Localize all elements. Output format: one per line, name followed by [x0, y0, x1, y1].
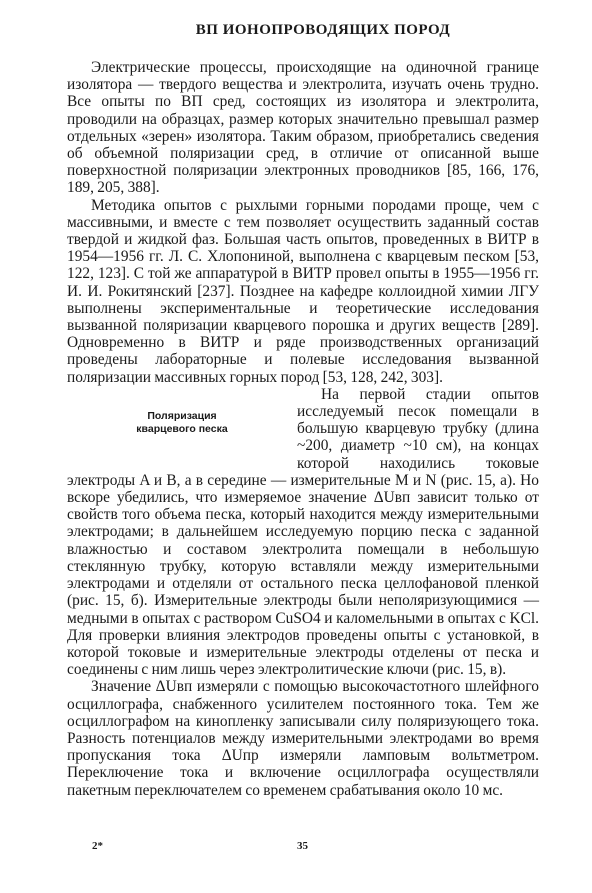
page-body [67, 22, 539, 799]
paragraph-4: Значение ΔUвп измеряли с помощью высокочастотного шлейфного осциллографа, снабженного усилителем постоянного тока. Тем же осциллографом на кинопленку записывали силу поляризующего тока. Разность потенциалов между измерительными электродами во время пропускания тока ΔUпр измеряли ламповым вольтметром. Переключение тока и включение осциллографа осуществляли пакетным переключателем со временем срабатывания около 10 мс. [67, 678, 539, 799]
page-footer [92, 840, 492, 856]
page-title: ВП ИОНОПРОВОДЯЩИХ ПОРОД [195, 22, 451, 38]
paragraph-2: Методика опытов с рыхлыми горными породами проще, чем с массивными, и вместе с тем позволяет осуществить заданный состав твердой и жидкой фаз. Большая часть опытов, проведенных в ВИТР в 1954—1956 гг. Л. С. Хлопониной, выполнена с кварцевым песком [53, 122, 123]. С той же аппаратурой в ВИТР провел опыты в 1955—1956 гг. И. И. Рокитянский [237]. Позднее на кафедре коллоидной химии ЛГУ выполнены экспериментальные и теоретические исследования вызванной поляризации кварцевого порошка и других веществ [289]. Одновременно в ВИТР и ряде производственных организаций проведены лабораторные и полевые исследования вызванной поляризации массивных горных пород [53, 128, 242, 303]. [67, 196, 539, 386]
sidebar-heading-line-2: кварцевого песка [136, 422, 228, 435]
sidebar-heading-line-1: Поляризация [147, 409, 217, 422]
paragraph-3: На первой стадии опытов исследуемый песок помещали в большую кварцевую трубку (длина ~200, диаметр ~10 см), на концах которой находились токовые электроды A и B, а в середине — измерительные M и N (рис. 15, а). Но вскоре убедились, что измеряемое значение ΔUвп зависит только от свойств того объема песка, который находится между измерительными электродами; в дальнейшем исследуемую порцию песка с заданной влажностью и составом электролита помещали в небольшую стеклянную трубку, которую вставляли между измерительными электродами и отделяли от остального песка целлофановой пленкой (рис. 15, б). Измерительные электроды были неполяризующимися — медными в опытах с раствором CuSO4 и каломельными в опытах с KCl. Для проверки влияния электродов проведены опыты с установкой, в которой токовые и измерительные электроды отделены от песка и соединены с ним лишь через электролитические ключи (рис. 15, в). [67, 385, 539, 679]
signature-mark: 2* [92, 840, 103, 852]
sidebar-heading [67, 410, 297, 456]
page-number: 35 [297, 840, 308, 852]
paragraph-1: Электрические процессы, происходящие на одиночной границе изолятора — твердого вещества и электролита, изучать очень трудно. Все опыты по ВП сред, состоящих из изолятора и электролита, проводили на образцах, размер которых значительно превышал размер отдельных «зерен» изолятора. Таким образом, приобретались сведения об объемной поляризации сред, в отличие от описанной выше поверхностной поляризации электронных проводников [85, 166, 176, 189, 205, 388]. [67, 59, 539, 197]
